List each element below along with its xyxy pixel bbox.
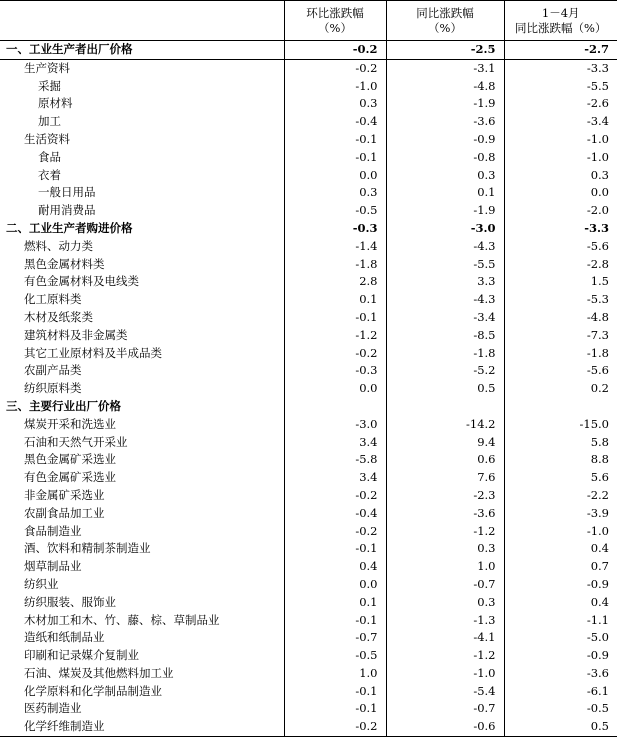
table-row	[0, 380, 617, 398]
row-ytd-cell: -5.0	[504, 629, 617, 647]
row-mom-cell: -1.4	[284, 238, 386, 256]
table-row	[0, 345, 617, 363]
row-name-cell: 黑色金属矿采选业	[24, 452, 116, 467]
table-row	[0, 558, 617, 576]
row-ytd-cell: 5.6	[504, 469, 617, 487]
table-row	[0, 523, 617, 541]
row-mom-cell: 0.0	[284, 380, 386, 398]
row-name-cell: 石油、煤炭及其他燃料加工业	[24, 665, 174, 680]
row-name-cell: 木材及纸浆类	[24, 309, 93, 324]
row-mom-cell: -0.2	[284, 41, 386, 60]
row-yoy-cell: 0.3	[386, 167, 504, 185]
row-yoy-cell: -5.5	[386, 256, 504, 274]
row-name-cell: 印刷和记录媒介复制业	[24, 648, 139, 663]
row-yoy-cell: -4.3	[386, 238, 504, 256]
header-ytd-line2: 同比涨跌幅（%）	[515, 20, 607, 35]
row-ytd-cell: 1.5	[504, 273, 617, 291]
row-yoy-cell: 0.5	[386, 380, 504, 398]
row-mom-cell: -0.3	[284, 362, 386, 380]
row-name-cell: 非金属矿采选业	[24, 487, 105, 502]
row-name-cell: 生活资料	[24, 131, 70, 146]
row-yoy-cell: -5.4	[386, 683, 504, 701]
row-yoy-cell: 3.3	[386, 273, 504, 291]
row-mom-cell: -0.4	[284, 113, 386, 131]
row-ytd-cell: -2.7	[504, 41, 617, 60]
row-yoy-cell: 0.3	[386, 540, 504, 558]
row-ytd-cell: -5.6	[504, 362, 617, 380]
row-name-cell: 医药制造业	[24, 701, 82, 716]
row-yoy-cell: -3.1	[386, 59, 504, 77]
row-mom-cell: -0.4	[284, 505, 386, 523]
table-row	[0, 700, 617, 718]
row-mom-cell	[284, 398, 386, 416]
row-ytd-cell: -3.6	[504, 665, 617, 683]
row-yoy-cell: -3.6	[386, 505, 504, 523]
row-name-cell: 木材加工和木、竹、藤、棕、草制品业	[24, 612, 220, 627]
row-ytd-cell: -15.0	[504, 416, 617, 434]
row-ytd-cell	[504, 398, 617, 416]
row-ytd-cell: 8.8	[504, 451, 617, 469]
row-yoy-cell: -3.6	[386, 113, 504, 131]
row-name-cell: 化工原料类	[24, 292, 82, 307]
row-ytd-cell: 0.7	[504, 558, 617, 576]
row-ytd-cell: -3.9	[504, 505, 617, 523]
table-row	[0, 434, 617, 452]
row-yoy-cell: -1.2	[386, 523, 504, 541]
table-row	[0, 131, 617, 149]
table-row	[0, 505, 617, 523]
row-name-cell: 酒、饮料和精制茶制造业	[24, 541, 151, 556]
row-yoy-cell: -0.6	[386, 718, 504, 736]
row-name-cell: 建筑材料及非金属类	[24, 327, 128, 342]
row-ytd-cell: -7.3	[504, 327, 617, 345]
row-name-cell: 生产资料	[24, 60, 70, 75]
row-yoy-cell: -1.2	[386, 647, 504, 665]
row-yoy-cell: -4.8	[386, 78, 504, 96]
table-body	[0, 41, 617, 737]
table-row	[0, 665, 617, 683]
row-yoy-cell	[386, 398, 504, 416]
row-yoy-cell: -3.4	[386, 309, 504, 327]
row-ytd-cell: 5.8	[504, 434, 617, 452]
row-name-cell: 有色金属矿采选业	[24, 470, 116, 485]
row-ytd-cell: 0.0	[504, 184, 617, 202]
row-mom-cell: -3.0	[284, 416, 386, 434]
table-row	[0, 309, 617, 327]
row-mom-cell: 3.4	[284, 469, 386, 487]
row-ytd-cell: -5.3	[504, 291, 617, 309]
row-yoy-cell: -4.1	[386, 629, 504, 647]
row-yoy-cell: -2.5	[386, 41, 504, 60]
row-mom-cell: -0.2	[284, 487, 386, 505]
row-yoy-cell: 9.4	[386, 434, 504, 452]
table-row	[0, 487, 617, 505]
row-mom-cell: 0.3	[284, 95, 386, 113]
table-row	[0, 647, 617, 665]
table-row	[0, 416, 617, 434]
header-yoy	[386, 1, 504, 41]
row-ytd-cell: -1.0	[504, 523, 617, 541]
row-mom-cell: -0.3	[284, 220, 386, 238]
table-row	[0, 718, 617, 736]
row-name-cell: 一、工业生产者出厂价格	[0, 41, 284, 60]
row-yoy-cell: -0.9	[386, 131, 504, 149]
row-name-cell: 有色金属材料及电线类	[24, 274, 139, 289]
row-name-cell: 三、主要行业出厂价格	[6, 398, 121, 413]
row-name-cell: 化学纤维制造业	[24, 719, 105, 734]
row-mom-cell: -0.2	[284, 59, 386, 77]
row-mom-cell: -0.2	[284, 345, 386, 363]
row-mom-cell: 3.4	[284, 434, 386, 452]
row-ytd-cell: -4.8	[504, 309, 617, 327]
row-ytd-cell: 0.4	[504, 594, 617, 612]
row-ytd-cell: -2.6	[504, 95, 617, 113]
row-ytd-cell: -1.0	[504, 149, 617, 167]
row-ytd-cell: 0.5	[504, 718, 617, 736]
table-row	[0, 683, 617, 701]
table-row	[0, 238, 617, 256]
row-yoy-cell: -0.7	[386, 700, 504, 718]
row-name-cell: 化学原料和化学制品制造业	[24, 683, 162, 698]
row-mom-cell: 0.4	[284, 558, 386, 576]
row-name-cell: 加工	[38, 114, 61, 129]
row-name-cell: 其它工业原材料及半成品类	[24, 345, 162, 360]
row-yoy-cell: 0.3	[386, 594, 504, 612]
row-name-cell: 食品	[38, 149, 61, 164]
row-yoy-cell: -1.3	[386, 612, 504, 630]
table-row	[0, 291, 617, 309]
row-yoy-cell: -8.5	[386, 327, 504, 345]
row-yoy-cell: -1.8	[386, 345, 504, 363]
row-ytd-cell: -0.5	[504, 700, 617, 718]
row-name-cell: 造纸和纸制品业	[24, 630, 105, 645]
row-ytd-cell: -6.1	[504, 683, 617, 701]
row-name-cell: 耐用消费品	[38, 203, 96, 218]
row-mom-cell: -0.1	[284, 700, 386, 718]
row-ytd-cell: -3.3	[504, 220, 617, 238]
table-row	[0, 594, 617, 612]
row-ytd-cell: -0.9	[504, 647, 617, 665]
row-yoy-cell: 1.0	[386, 558, 504, 576]
row-name-cell: 纺织业	[24, 576, 59, 591]
row-name-cell: 一般日用品	[38, 185, 96, 200]
table-row	[0, 612, 617, 630]
table-row	[0, 59, 617, 77]
header-mom	[284, 1, 386, 41]
table-row	[0, 167, 617, 185]
table-row	[0, 202, 617, 220]
row-name-cell: 农副产品类	[24, 363, 82, 378]
row-name-cell: 石油和天然气开采业	[24, 434, 128, 449]
row-mom-cell: -0.1	[284, 683, 386, 701]
table-header-row	[0, 1, 617, 41]
row-ytd-cell: -5.5	[504, 78, 617, 96]
row-ytd-cell: 0.2	[504, 380, 617, 398]
table-row	[0, 576, 617, 594]
row-ytd-cell: -2.0	[504, 202, 617, 220]
row-name-cell: 衣着	[38, 167, 61, 182]
row-name-cell: 黑色金属材料类	[24, 256, 105, 271]
row-name-cell: 纺织原料类	[24, 381, 82, 396]
row-name-cell: 煤炭开采和洗选业	[24, 416, 116, 431]
header-name-column	[0, 1, 284, 41]
row-yoy-cell: -1.9	[386, 202, 504, 220]
row-yoy-cell: 0.1	[386, 184, 504, 202]
table-row	[0, 451, 617, 469]
row-mom-cell: -0.1	[284, 540, 386, 558]
row-yoy-cell: -1.0	[386, 665, 504, 683]
header-yoy-line2: （%）	[428, 20, 462, 35]
row-mom-cell: -0.2	[284, 523, 386, 541]
row-yoy-cell: -1.9	[386, 95, 504, 113]
header-mom-line1: 环比涨跌幅	[306, 5, 364, 20]
row-mom-cell: -0.1	[284, 131, 386, 149]
row-yoy-cell: -14.2	[386, 416, 504, 434]
row-name-cell: 燃料、动力类	[24, 238, 93, 253]
section-row	[0, 398, 617, 416]
row-mom-cell: -0.2	[284, 718, 386, 736]
table-row	[0, 362, 617, 380]
row-mom-cell: -1.0	[284, 78, 386, 96]
row-mom-cell: 0.1	[284, 291, 386, 309]
row-yoy-cell: 7.6	[386, 469, 504, 487]
table-row	[0, 256, 617, 274]
row-ytd-cell: -1.1	[504, 612, 617, 630]
row-mom-cell: -0.5	[284, 202, 386, 220]
row-mom-cell: 2.8	[284, 273, 386, 291]
row-name-cell: 纺织服装、服饰业	[24, 594, 116, 609]
row-mom-cell: 1.0	[284, 665, 386, 683]
row-name-cell: 烟草制品业	[24, 559, 82, 574]
row-name-cell: 原材料	[38, 96, 73, 111]
row-yoy-cell: -2.3	[386, 487, 504, 505]
row-yoy-cell: -0.7	[386, 576, 504, 594]
row-yoy-cell: 0.6	[386, 451, 504, 469]
row-mom-cell: 0.1	[284, 594, 386, 612]
row-ytd-cell: -3.3	[504, 59, 617, 77]
row-yoy-cell: -3.0	[386, 220, 504, 238]
row-ytd-cell: 0.3	[504, 167, 617, 185]
row-ytd-cell: -5.6	[504, 238, 617, 256]
table-row	[0, 469, 617, 487]
row-mom-cell: -5.8	[284, 451, 386, 469]
row-mom-cell: -0.1	[284, 149, 386, 167]
row-ytd-cell: -1.8	[504, 345, 617, 363]
row-mom-cell: -1.2	[284, 327, 386, 345]
row-mom-cell: -0.1	[284, 612, 386, 630]
header-ytd	[504, 1, 617, 41]
row-yoy-cell: -4.3	[386, 291, 504, 309]
row-name-cell: 农副食品加工业	[24, 505, 105, 520]
header-mom-line2: （%）	[318, 20, 352, 35]
row-mom-cell: 0.0	[284, 576, 386, 594]
row-mom-cell: -0.1	[284, 309, 386, 327]
table-row	[0, 95, 617, 113]
row-ytd-cell: -2.8	[504, 256, 617, 274]
row-name-cell: 采掘	[38, 78, 61, 93]
row-name-cell: 二、工业生产者购进价格	[6, 220, 133, 235]
row-mom-cell: 0.0	[284, 167, 386, 185]
table-row	[0, 629, 617, 647]
row-ytd-cell: 0.4	[504, 540, 617, 558]
table-row	[0, 113, 617, 131]
row-mom-cell: 0.3	[284, 184, 386, 202]
table-row	[0, 327, 617, 345]
row-ytd-cell: -1.0	[504, 131, 617, 149]
row-yoy-cell: -0.8	[386, 149, 504, 167]
row-name-cell: 食品制造业	[24, 523, 82, 538]
table-row	[0, 149, 617, 167]
row-ytd-cell: -0.9	[504, 576, 617, 594]
section-row	[0, 220, 617, 238]
table-row	[0, 184, 617, 202]
row-ytd-cell: -2.2	[504, 487, 617, 505]
row-ytd-cell: -3.4	[504, 113, 617, 131]
row-mom-cell: -1.8	[284, 256, 386, 274]
table-row	[0, 273, 617, 291]
row-mom-cell: -0.5	[284, 647, 386, 665]
header-ytd-line1: 1－4月	[541, 5, 580, 20]
section-row	[0, 41, 617, 60]
table-row	[0, 78, 617, 96]
row-yoy-cell: -5.2	[386, 362, 504, 380]
table-row	[0, 540, 617, 558]
header-yoy-line1: 同比涨跌幅	[416, 5, 474, 20]
row-mom-cell: -0.7	[284, 629, 386, 647]
